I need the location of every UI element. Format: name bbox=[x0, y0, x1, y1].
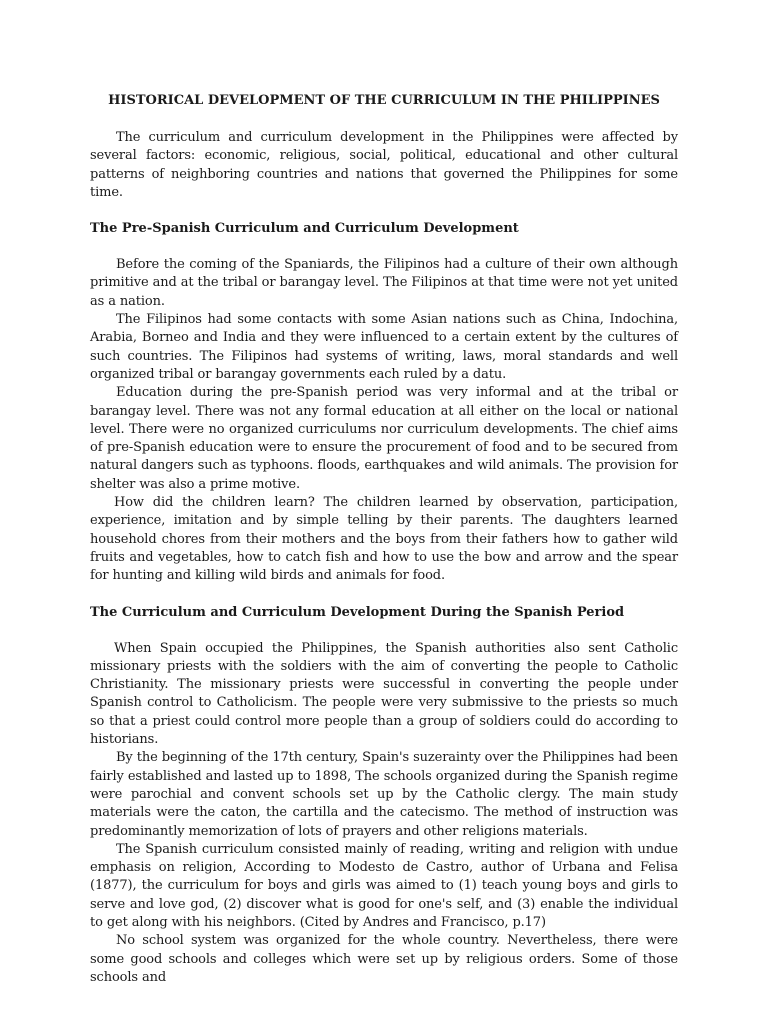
paragraph: The Spanish curriculum consisted mainly of reading, writing and religion with undue emphasis on religion, According to Modesto de Castro, author of Urbana and Felisa (1877), the curriculum for boys and girls was aimed to (1) teach young boys and girls to serve and love god, (2) discover what is good for one's self, and (3) enable the individual to get along with his neighbors. (Cited by Andres and Francisco, p.17) bbox=[90, 841, 678, 930]
paragraph: Education during the pre-Spanish period was very informal and at the tribal or barangay level. There was not any formal education at all either on the local or national level. There were no organized curriculums nor curriculum developments. The chief aims of pre-Spanish education were to ensure the procurement of food and to be secured from natural dangers such as typhoons. floods, earthquakes and wild animals. The provision for shelter was also a prime motive. bbox=[90, 385, 678, 492]
paragraph: When Spain occupied the Philippines, the Spanish authorities also sent Catholic missionary priests with the soldiers with the aim of converting the people to Catholic Christianity. The missionary priests were successful in converting the people under Spanish control to Catholicism. The people were very submissive to the priests so much so that a priest could control more people than a group of soldiers could do according to historians. bbox=[90, 640, 678, 748]
document-title: HISTORICAL DEVELOPMENT OF THE CURRICULUM IN THE PHILIPPINES bbox=[108, 93, 660, 108]
section-heading-spanish-period: The Curriculum and Curriculum Development During the Spanish Period bbox=[90, 604, 625, 620]
paragraph: No school system was organized for the whole country. Nevertheless, there were some good schools and colleges which were set up by religious orders. Some of those schools and bbox=[90, 933, 678, 985]
paragraph: By the beginning of the 17th century, Spain's suzerainty over the Philippines had been fairly established and lasted up to 1898, The schools organized during the Spanish regime were parochial and convent schools set up by the Catholic clergy. The main study materials were the caton, the cartilla and the catecismo. The method of instruction was predominantly memorization of lots of prayers and other religions materials. bbox=[90, 750, 678, 839]
intro-paragraph: The curriculum and curriculum development in the Philippines were affected by several factors: economic, religious, social, political, educational and other cultural patterns of neighboring countries and nations that governed the Philippines for some time. bbox=[90, 130, 678, 200]
paragraph: Before the coming of the Spaniards, the Filipinos had a culture of their own although primitive and at the tribal or barangay level. The Filipinos at that time were not yet united as a nation. bbox=[90, 257, 678, 309]
paragraph: The Filipinos had some contacts with some Asian nations such as China, Indochina, Arabia, Borneo and India and they were influenced to a certain extent by the cultures of such countries. The Filipinos had systems of writing, laws, moral standards and well organized tribal or barangay governments each ruled by a datu. bbox=[90, 312, 678, 382]
paragraph: How did the children learn? The children learned by observation, participation, experience, imitation and by simple telling by their parents. The daughters learned household chores from their mothers and the boys from their fathers how to gather wild fruits and vegetables, how to catch fish and how to use the bow and arrow and the spear for hunting and killing wild birds and animals for food. bbox=[90, 495, 678, 584]
section-heading-pre-spanish: The Pre-Spanish Curriculum and Curriculum Development bbox=[90, 221, 519, 237]
